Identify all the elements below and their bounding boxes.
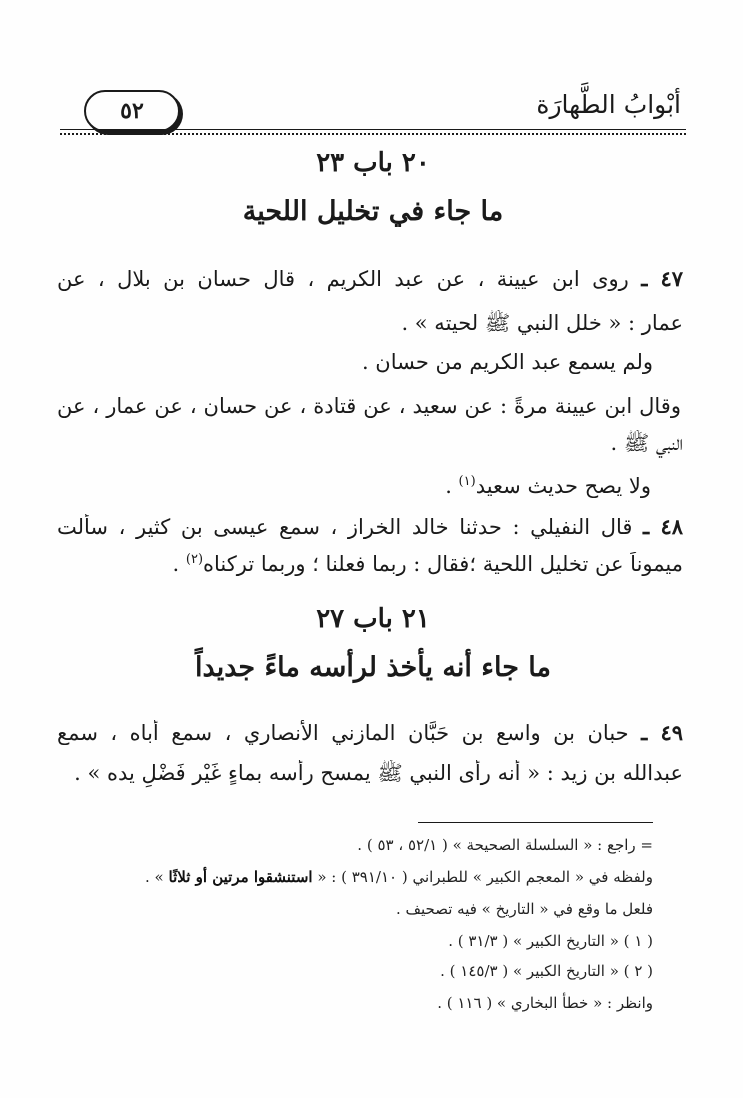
hadith-text: حبان بن واسع بن حَبَّان المازني الأنصاري ، سمع أباه ، سمع (57, 721, 629, 745)
note-text: ولا يصح حديث سعيد (475, 474, 651, 498)
note-la-yasih (25, 474, 651, 498)
footnote-2: ( ٢ ) « التاريخ الكبير » ( ١٤٥/٣ ) . (440, 962, 653, 980)
hadith-number: ٤٧ ـ (641, 266, 683, 291)
footnote-line (53, 868, 653, 886)
chapter-number-heading: ٢٠ باب ٢٣ (316, 148, 430, 178)
running-header-title: أبْوابُ الطَّهارَة (536, 90, 681, 119)
hadith-text: قال النفيلي : حدثنا خالد الخراز ، سمع عيسى بن كثير ، سألت (57, 515, 633, 539)
page-number-badge (84, 90, 180, 132)
footnote-quote: استنشقوا مرتين أو ثلاثًا (168, 868, 313, 886)
hadith-number: ٤٨ ـ (643, 514, 683, 539)
hadith-48-line-1 (57, 514, 683, 539)
footnote-line: = راجع : « السلسلة الصحيحة » ( ٥٢/١ ، ٥٣ ) . (357, 836, 653, 854)
chapter-title-heading: ما جاء أنه يأخذ لرأسه ماءً جديداً (195, 652, 551, 683)
hadith-number: ٤٩ ـ (641, 720, 683, 745)
footnote-separator (418, 822, 653, 823)
footnote-ref-2: (٢) (185, 552, 204, 567)
header-rule (60, 129, 686, 130)
page-number: ٥٢ (120, 98, 144, 124)
footnote-line: وانظر : « خطأ البخاري » ( ١١٦ ) . (437, 994, 653, 1012)
header-dotted-rule (60, 133, 686, 135)
footnote-line: فلعل ما وقع في « التاريخ » فيه تصحيف . (395, 900, 653, 918)
chapter-title-heading: ما جاء في تخليل اللحية (242, 196, 504, 227)
hadith-47-line-1 (57, 266, 683, 291)
hadith-text: روى ابن عيينة ، عن عبد الكريم ، قال حسان بن بلال ، عن (57, 267, 629, 291)
hadith-47-line-2: عمار : « خلل النبي ﷺ لحيته » . (401, 311, 683, 335)
footnote-text: ولفظه في « المعجم الكبير » للطبراني ( ٣٩١/١٠ ) : « (312, 868, 653, 886)
footnote-1: ( ١ ) « التاريخ الكبير » ( ٣١/٣ ) . (448, 932, 653, 950)
note-qala-line-1: وقال ابن عيينة مرةً : عن سعيد ، عن قتادة ، عن حسان ، عن عمار ، عن (57, 394, 681, 418)
footnote-ref-1: (١) (458, 474, 476, 489)
footnote-text: » . (145, 868, 169, 886)
hadith-49-line-2: عبدالله بن زيد : « أنه رأى النبي ﷺ يمسح رأسه بماءٍ غَيْر فَضْلِ يده » . (74, 761, 683, 785)
chapter-number-heading: ٢١ باب ٢٧ (316, 604, 430, 634)
hadith-end: . (172, 552, 186, 576)
note-end: . (445, 474, 459, 498)
hadith-49-line-1 (57, 720, 683, 745)
hadith-48-line-2 (57, 552, 683, 576)
hadith-text: ميموناً عن تخليل اللحية ؛فقال : ربما فعلنا ؛ وربما تركناه (203, 552, 683, 576)
note-qala-line-2: النبي ﷺ . (610, 431, 683, 455)
note-lam-yasma: ولم يسمع عبد الكريم من حسان . (361, 350, 653, 374)
